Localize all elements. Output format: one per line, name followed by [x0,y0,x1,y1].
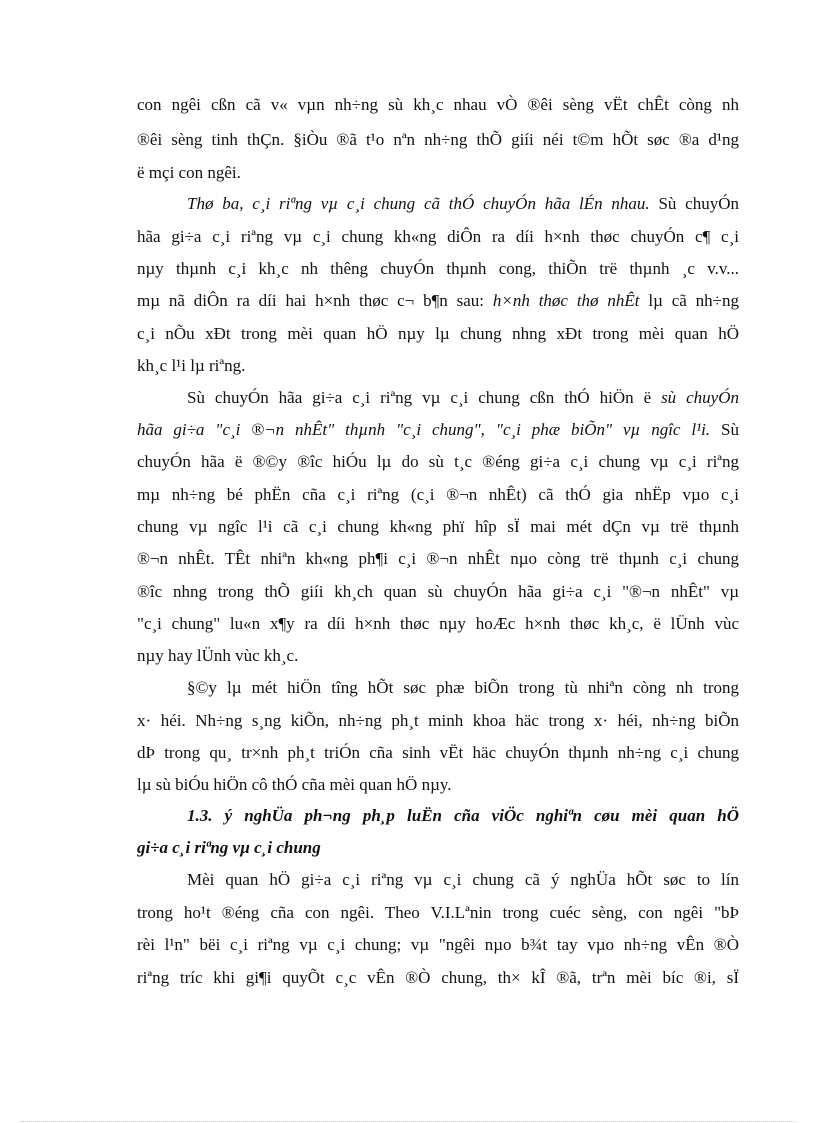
italic-phrase: hãa gi÷a "c¸i ®¬n nhÊt" thµnh "c¸i chung", "c¸i phæ biÕn" vµ ngîc l¹i. [137,420,711,439]
text-line: nµy hay lÜnh vùc kh¸c. [137,646,299,665]
text-line: ®êi sèng tinh thÇn. §iÒu ®ã t¹o nªn nh÷ng thÕ giíi néi t©m hÕt søc ®a d¹ng [137,130,739,149]
text-run: mµ nã diÔn ra díi hai h×nh thøc c¬ b¶n sau: [137,291,493,310]
text-line: x· héi. Nh÷ng s¸ng kiÕn, nh÷ng ph¸t minh khoa häc trong x· héi, nh÷ng biÕn [137,711,739,730]
italic-phrase: Thø ba, c¸i riªng vµ c¸i chung cã thÓ chuyÓn hãa lÉn nhau. [187,194,650,213]
italic-phrase: h×nh thøc thø nhÊt [492,291,640,310]
text-run: Sù [710,420,739,439]
text-line: riªng tríc khi gi¶i quyÕt c¸c vÊn ®Ò chung, th× kÎ ®ã, trªn mèi bíc ®i, sÏ [137,968,739,987]
text-line: rèi l¹n" bëi c¸i riªng vµ c¸i chung; vµ "ngêi nµo b¾t tay vµo nh÷ng vÊn ®Ò [137,935,739,954]
italic-phrase: sù chuyÓn [661,388,739,407]
text-line: c¸i nÕu xÐt trong mèi quan hÖ nµy lµ chung nhng xÐt trong mèi quan hÖ [137,324,739,343]
text-run: Sù chuyÓn hãa gi÷a c¸i riªng vµ c¸i chung cßn thÓ hiÖn ë [187,388,662,407]
text-line: chung vµ ngîc l¹i cã c¸i chung kh«ng phï hîp sÏ mai mét dÇn vµ trë thµnh [137,517,739,536]
text-line: ®¬n nhÊt. TÊt nhiªn kh«ng ph¶i c¸i ®¬n nhÊt nµo còng trë thµnh c¸i chung [137,549,739,568]
text-line: dÞ trong qu¸ tr×nh ph¸t triÓn cña sinh vËt häc chuyÓn thµnh nh÷ng c¸i chung [137,743,739,762]
section-heading: gi÷a c¸i riªng vµ c¸i chung [137,838,321,857]
section-heading: 1.3. ý nghÜa ph¬ng ph¸p luËn cña viÖc nghiªn cøu mèi quan hÖ [187,806,739,825]
text-run: lµ cã nh÷ng [639,291,739,310]
text-line: trong ho¹t ®éng cña con ngêi. Theo V.I.Lªnin trong cuéc sèng, con ngêi "bÞ [137,903,739,922]
text-line [137,285,739,317]
text-line: ë mçi con ngêi. [137,163,241,182]
text-line: nµy thµnh c¸i kh¸c nh thêng chuyÓn thµnh cong, thiÕn trë thµnh ¸c v.v... [137,259,739,278]
text-line [187,188,739,220]
text-line: Mèi quan hÖ gi÷a c¸i riªng vµ c¸i chung cã ý nghÜa hÕt søc to lín [187,870,739,889]
text-line: ®îc nhng trong thÕ giíi kh¸ch quan sù chuyÓn hãa gi÷a c¸i "®¬n nhÊt" vµ [137,582,739,601]
text-line [137,414,739,446]
text-line: con ngêi cßn cã v« vµn nh÷ng sù kh¸c nhau vÒ ®êi sèng vËt chÊt còng nh [137,95,739,114]
text-line [187,382,739,414]
text-line: chuyÓn hãa ë ®©y ®îc hiÓu lµ do sù t¸c ®éng gi÷a c¸i chung vµ c¸i riªng [137,452,739,471]
text-line: mµ nh÷ng bé phËn cña c¸i riªng (c¸i ®¬n nhÊt) cã thÓ gia nhËp vµo c¸i [137,485,739,504]
text-run: Sù chuyÓn [649,194,739,213]
text-line: "c¸i chung" lu«n x¶y ra díi h×nh thøc nµy hoÆc h×nh thøc kh¸c, ë lÜnh vùc [137,614,739,633]
text-line: kh¸c l¹i lµ riªng. [137,356,246,375]
text-line: §©y lµ mét hiÖn tîng hÕt søc phæ biÕn trong tù nhiªn còng nh trong [187,678,739,697]
page-bottom-rule [20,1121,796,1122]
text-line: lµ sù biÓu hiÖn cô thÓ cña mèi quan hÖ nµy. [137,775,452,794]
text-line: hãa gi÷a c¸i riªng vµ c¸i chung kh«ng diÔn ra díi h×nh thøc chuyÓn c¶ c¸i [137,227,739,246]
